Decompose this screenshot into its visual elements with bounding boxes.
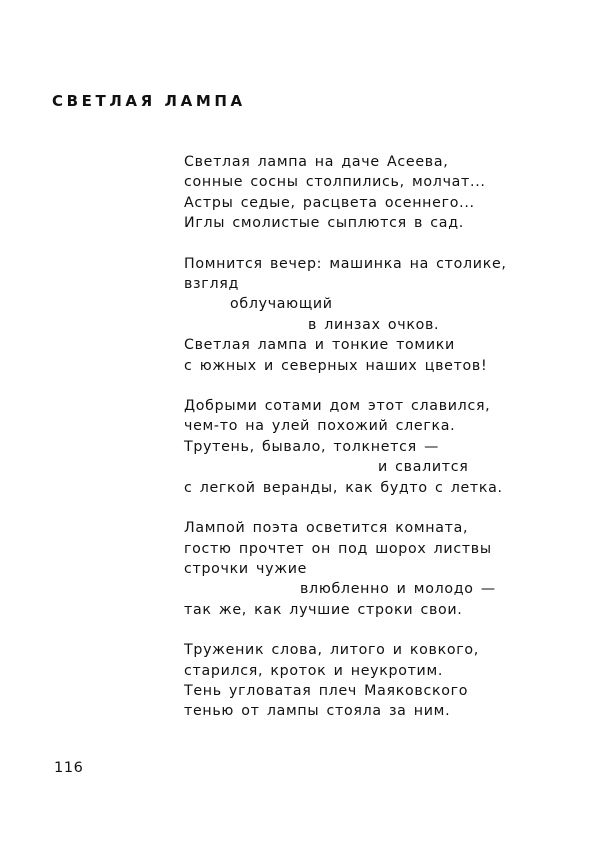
poem-line: Помнится вечер: машинка на столике, (184, 255, 507, 272)
poem-line: Лампой поэта осветится комната, (184, 520, 469, 537)
poem-body (184, 152, 544, 742)
poem-line: с легкой веранды, как будто с летка. (184, 479, 503, 496)
stanza-3 (184, 396, 544, 498)
poem-line: Астры седые, расцвета осеннего... (184, 194, 475, 211)
stanza-1 (184, 152, 544, 234)
poem-line: Светлая лампа на даче Асеева, (184, 154, 449, 170)
poem-line: сонные сосны столпились, молчат... (184, 174, 486, 191)
poem-line: гостю прочтет он под шорох листвы (184, 540, 492, 557)
stanza-5 (184, 640, 544, 722)
poem-line: Светлая лампа и тонкие томики (184, 337, 455, 354)
poem-line: взгляд (184, 276, 239, 293)
poem-line: с южных и северных наших цветов! (184, 357, 488, 374)
stanza-2 (184, 254, 544, 376)
poem-line: Тень угловатая плеч Маяковского (184, 682, 469, 699)
poem-line: Иглы смолистые сыплются в сад. (184, 215, 464, 232)
poem-line: строчки чужие (184, 560, 308, 577)
stanza-4 (184, 518, 544, 620)
poem-line: тенью от лампы стояла за ним. (184, 703, 451, 720)
poem-line: чем-то на улей похожий слегка. (184, 418, 456, 435)
poem-line: так же, как лучшие строки свои. (184, 601, 463, 618)
poem-line-indented: влюбленно и молодо — (300, 581, 496, 598)
poem-line-indented: облучающий (230, 296, 333, 313)
poem-line-indented: и свалится (378, 459, 469, 476)
poem-line: Добрыми сотами дом этот славился, (184, 398, 491, 415)
poem-line: Трутень, бывало, толкнется — (184, 438, 439, 455)
page-number: 116 (54, 760, 84, 776)
poem-line: Труженик слова, литого и ковкого, (184, 642, 479, 659)
poem-line: старился, кроток и неукротим. (184, 662, 444, 679)
poem-line-indented: в линзах очков. (308, 316, 440, 333)
poem-title: СВЕТЛАЯ ЛАМПА (52, 92, 246, 110)
